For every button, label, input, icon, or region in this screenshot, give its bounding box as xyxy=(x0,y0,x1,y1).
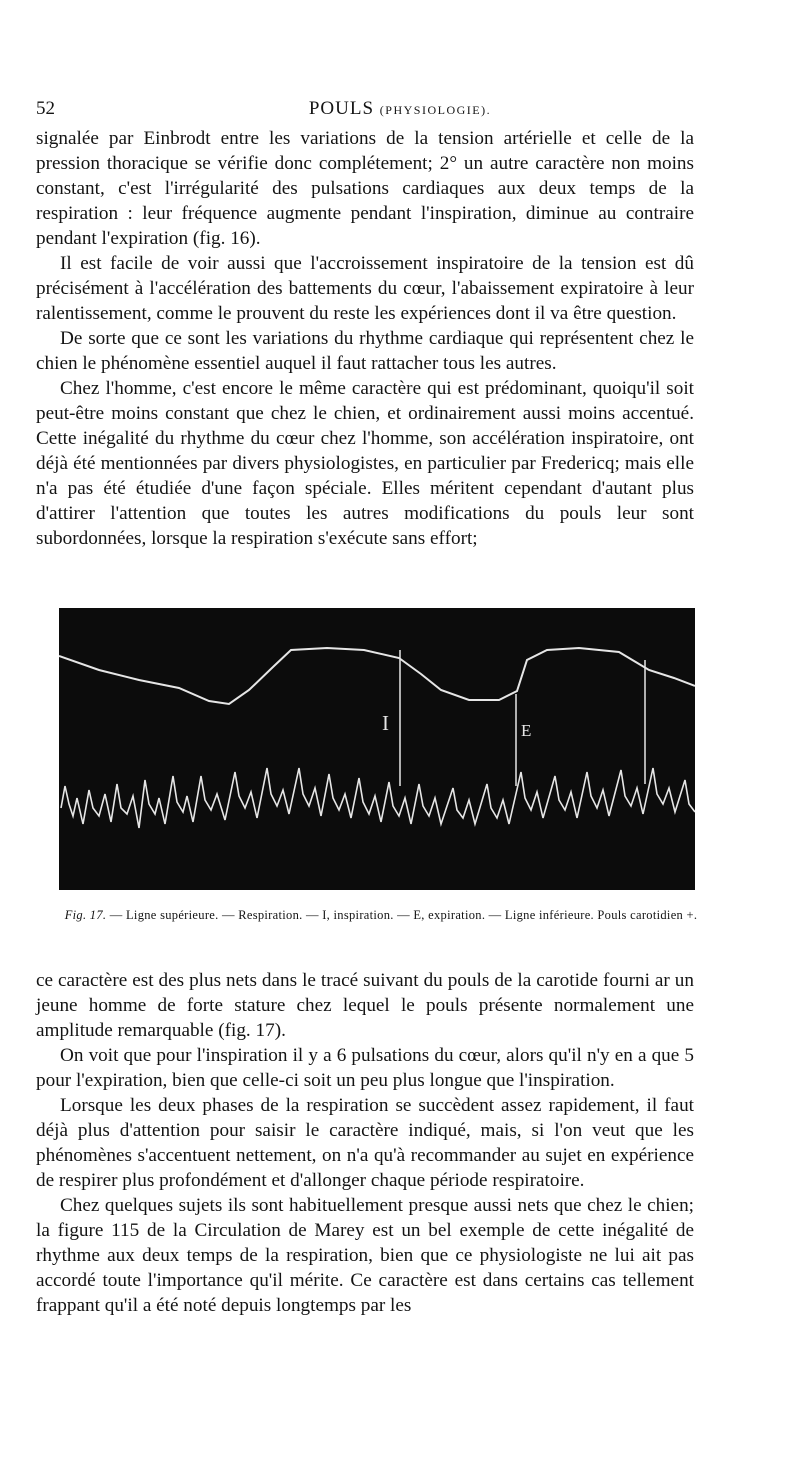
paragraph: De sorte que ce sont les variations du rhythme cardiaque qui représentent chez le chien le phénomène essentiel auquel il faut rattacher tous les autres. xyxy=(36,328,694,374)
paragraph: Chez l'homme, c'est encore le même caractère qui est prédominant, quoiqu'il soit peut-être moins constant que chez le chien, et ordinairement aussi moins accentué. Cette inégalité du rhythme du cœur chez l'homme, son accélération inspiratoire, ont déjà été mentionnées par divers physiologistes, en particulier par Fredericq; mais elle n'a pas été étudiée d'une façon spéciale. Elles méritent cependant d'autant plus d'attirer l'attention que toutes les autres modifications du pouls leur sont subordonnées, lorsque la respiration s'exécute sans effort; xyxy=(36,378,694,549)
paragraph: signalée par Einbrodt entre les variations de la tension artérielle et celle de la pression thoracique se vérifie donc complétement; 2° un autre caractère non moins constant, c'est l'irrégularité des pulsations cardiaques aux deux temps de la respiration : leur fréquence augmente pendant l'inspiration, diminue au contraire pendant l'expiration (fig. 16). xyxy=(36,128,694,249)
caption-text: — Ligne supérieure. — Respiration. — I, inspiration. — E, expiration. — Ligne inférieure. Pouls carotidien +. xyxy=(109,908,698,922)
carotid-pulse-line xyxy=(61,768,695,828)
paragraph: ce caractère est des plus nets dans le tracé suivant du pouls de la carotide fourni ar un jeune homme de forte stature chez lequel le pouls présente normalement une amplitude remarquable (fig. 17). xyxy=(36,970,694,1041)
body-text-bottom xyxy=(36,968,694,1318)
inspiration-marker-label: I xyxy=(382,711,389,735)
paragraph: Lorsque les deux phases de la respiration se succèdent assez rapidement, il faut déjà plus d'attention pour saisir le caractère indiqué, mais, si l'on veut que les phénomènes s'accentuent nettement, on n'a qu'à recommander au sujet en expérience de respirer plus profondément et d'allonger chaque période respiratoire. xyxy=(36,1095,694,1191)
running-title: POULS xyxy=(308,98,375,119)
expiration-marker-label: E xyxy=(521,721,532,740)
page-number: 52 xyxy=(36,98,55,119)
tracing-svg xyxy=(59,608,695,890)
paragraph: On voit que pour l'inspiration il y a 6 pulsations du cœur, alors qu'il n'y en a que 5 pour l'expiration, bien que celle-ci soit un peu plus longue que l'inspiration. xyxy=(36,1045,694,1091)
figure-caption xyxy=(36,905,726,925)
figure-17-tracing xyxy=(59,608,695,890)
paragraph: Chez quelques sujets ils sont habituellement presque aussi nets que chez le chien; la figure 115 de la Circulation de Marey est un bel exemple de cette inégalité de rhythme aux deux temps de la respiration, bien que ce physiologiste ne lui ait pas accordé toute l'importance qu'il mérite. Ce caractère est dans certains cas tellement frappant qu'il a été noté depuis longtemps par les xyxy=(36,1195,694,1316)
respiration-line xyxy=(59,648,695,704)
paragraph: Il est facile de voir aussi que l'accroissement inspiratoire de la tension est dû précisément à l'accélération des battements du cœur, l'abaissement expiratoire à leur ralentissement, comme le prouvent du reste les expériences dont il va être question. xyxy=(36,253,694,324)
body-text-top xyxy=(36,126,694,551)
running-subtitle: (PHYSIOLOGIE). xyxy=(379,103,492,117)
caption-label: Fig. 17. xyxy=(64,908,107,922)
running-head xyxy=(0,98,800,120)
